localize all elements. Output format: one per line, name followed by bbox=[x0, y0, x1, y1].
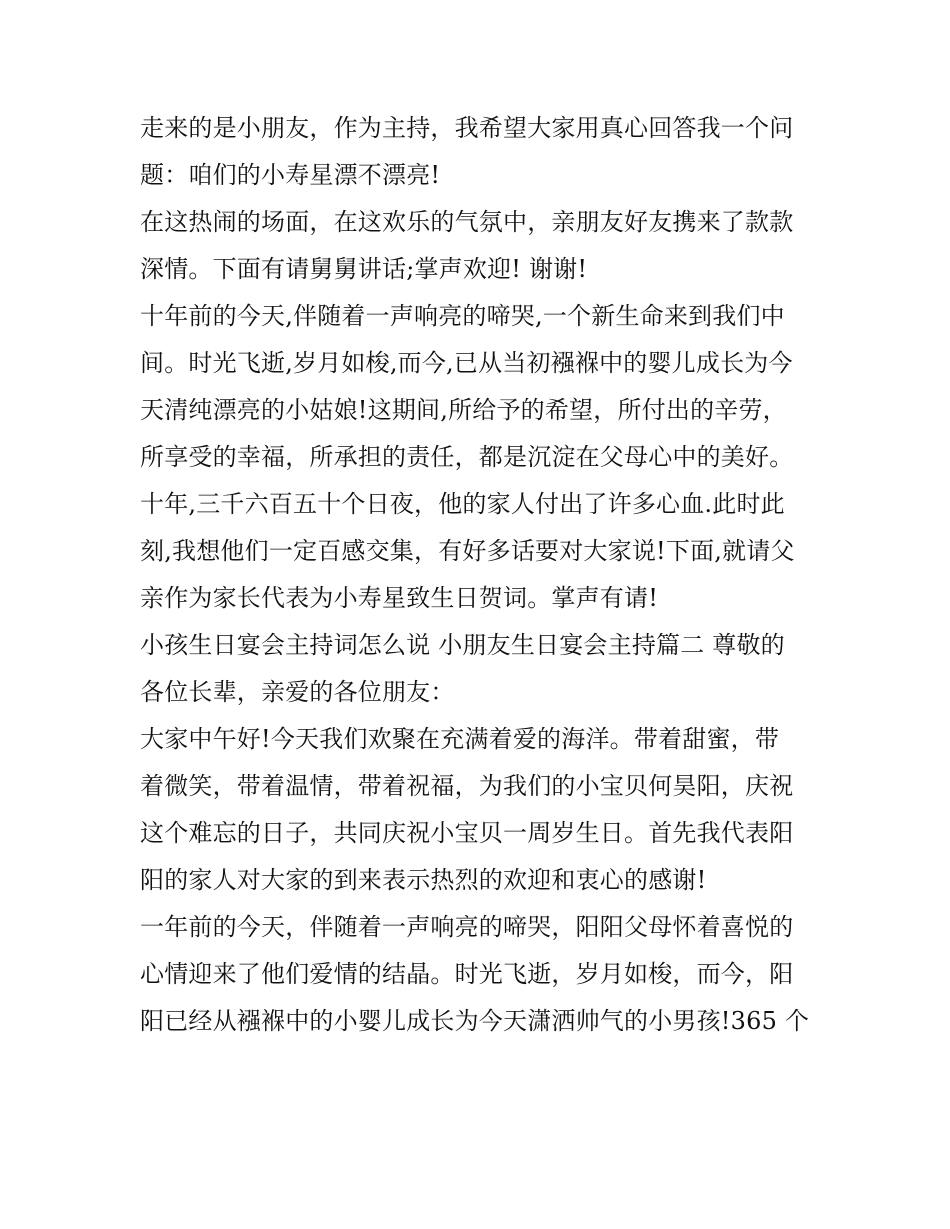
text-line: 心情迎来了他们爱情的结晶。时光飞逝，岁月如梭，而今，阳 bbox=[140, 960, 794, 988]
text-line: 所享受的幸福，所承担的责任，都是沉淀在父母心中的美好。 bbox=[140, 443, 794, 471]
text-line: 十年,三千六百五十个日夜，他的家人付出了许多心血.此时此 bbox=[140, 490, 785, 518]
text-line: 间。时光飞逝,岁月如梭,而今,已从当初襁褓中的婴儿成长为今 bbox=[140, 349, 793, 377]
text-line: 题：咱们的小寿星漂不漂亮! bbox=[140, 161, 441, 189]
text-line: 深情。下面有请舅舅讲话;掌声欢迎! 谢谢! bbox=[140, 255, 588, 283]
text-line: 各位长辈，亲爱的各位朋友： bbox=[140, 678, 455, 706]
text-line: 阳已经从襁褓中的小婴儿成长为今天潇洒帅气的小男孩!365 个 bbox=[140, 1007, 810, 1035]
text-line: 大家中午好!今天我们欢聚在充满着爱的海洋。带着甜蜜，带 bbox=[140, 725, 780, 753]
text-line: 小孩生日宴会主持词怎么说 小朋友生日宴会主持篇二 尊敬的 bbox=[140, 631, 785, 659]
text-line: 十年前的今天,伴随着一声响亮的啼哭,一个新生命来到我们中 bbox=[140, 302, 785, 330]
text-line: 阳的家人对大家的到来表示热烈的欢迎和衷心的感谢! bbox=[140, 866, 707, 894]
text-line: 这个难忘的日子，共同庆祝小宝贝一周岁生日。首先我代表阳 bbox=[140, 819, 794, 847]
text-line: 着微笑，带着温情，带着祝福，为我们的小宝贝何昊阳，庆祝 bbox=[140, 772, 794, 800]
text-line: 天清纯漂亮的小姑娘!这期间,所给予的希望，所付出的辛劳， bbox=[140, 396, 787, 424]
text-line: 在这热闹的场面，在这欢乐的气氛中，亲朋友好友携来了款款 bbox=[140, 208, 794, 236]
document-body bbox=[140, 105, 820, 1045]
text-line: 一年前的今天，伴随着一声响亮的啼哭，阳阳父母怀着喜悦的 bbox=[140, 913, 794, 941]
text-line: 刻,我想他们一定百感交集，有好多话要对大家说!下面,就请父 bbox=[140, 537, 795, 565]
text-line: 走来的是小朋友，作为主持，我希望大家用真心回答我一个问 bbox=[140, 114, 794, 142]
text-line: 亲作为家长代表为小寿星致生日贺词。掌声有请! bbox=[140, 584, 659, 612]
